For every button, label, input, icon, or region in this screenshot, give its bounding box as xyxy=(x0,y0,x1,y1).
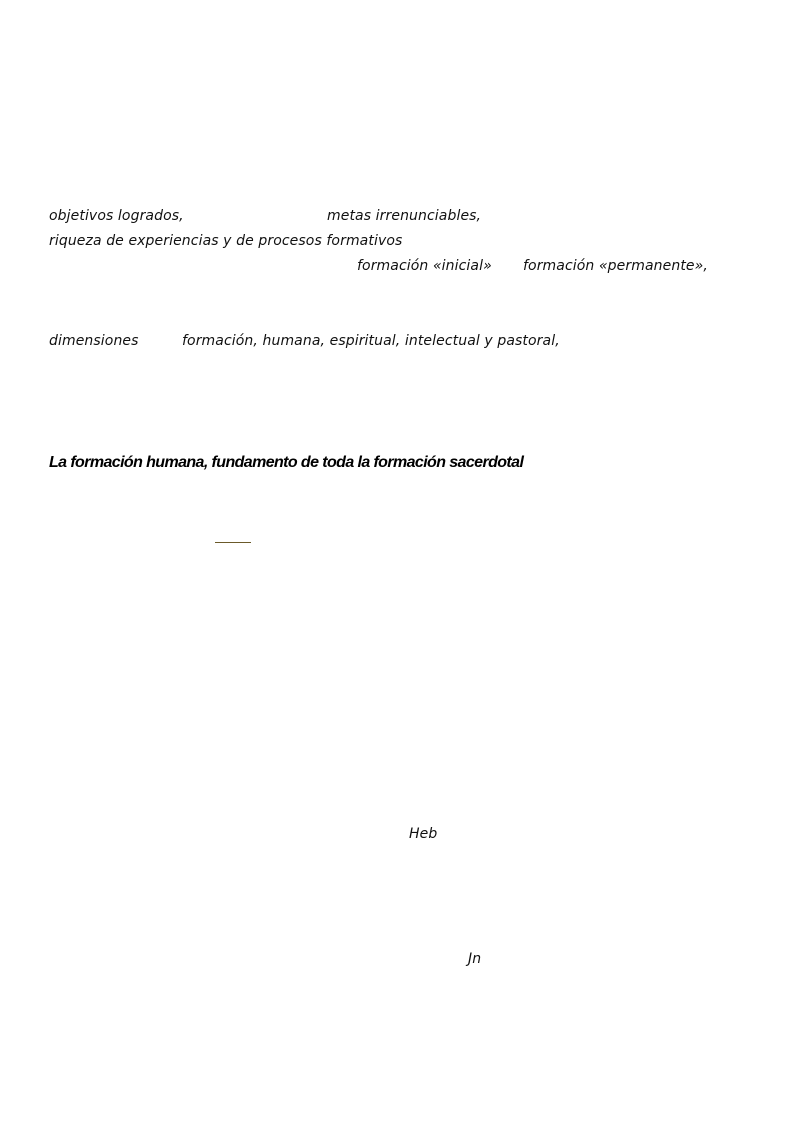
reference-heb: Heb xyxy=(409,826,438,842)
section-heading: La formación humana, fundamento de toda la formación sacerdotal xyxy=(49,454,524,471)
phrase-riqueza-de-experiencias: riqueza de experiencias y de procesos formativos xyxy=(49,233,403,249)
phrase-objetivos-logrados: objetivos logrados, xyxy=(49,208,184,224)
footnote-rule xyxy=(215,542,251,543)
phrase-formacion-permanente: formación «permanente», xyxy=(523,258,708,274)
phrase-metas-irrenunciables: metas irrenunciables, xyxy=(327,208,482,224)
phrase-dimensiones: dimensiones xyxy=(49,333,139,349)
phrase-formacion-dimensiones: formación, humana, espiritual, intelectual y pastoral, xyxy=(182,333,560,349)
phrase-formacion-inicial: formación «inicial» xyxy=(357,258,492,274)
reference-jn: Jn xyxy=(468,951,482,967)
